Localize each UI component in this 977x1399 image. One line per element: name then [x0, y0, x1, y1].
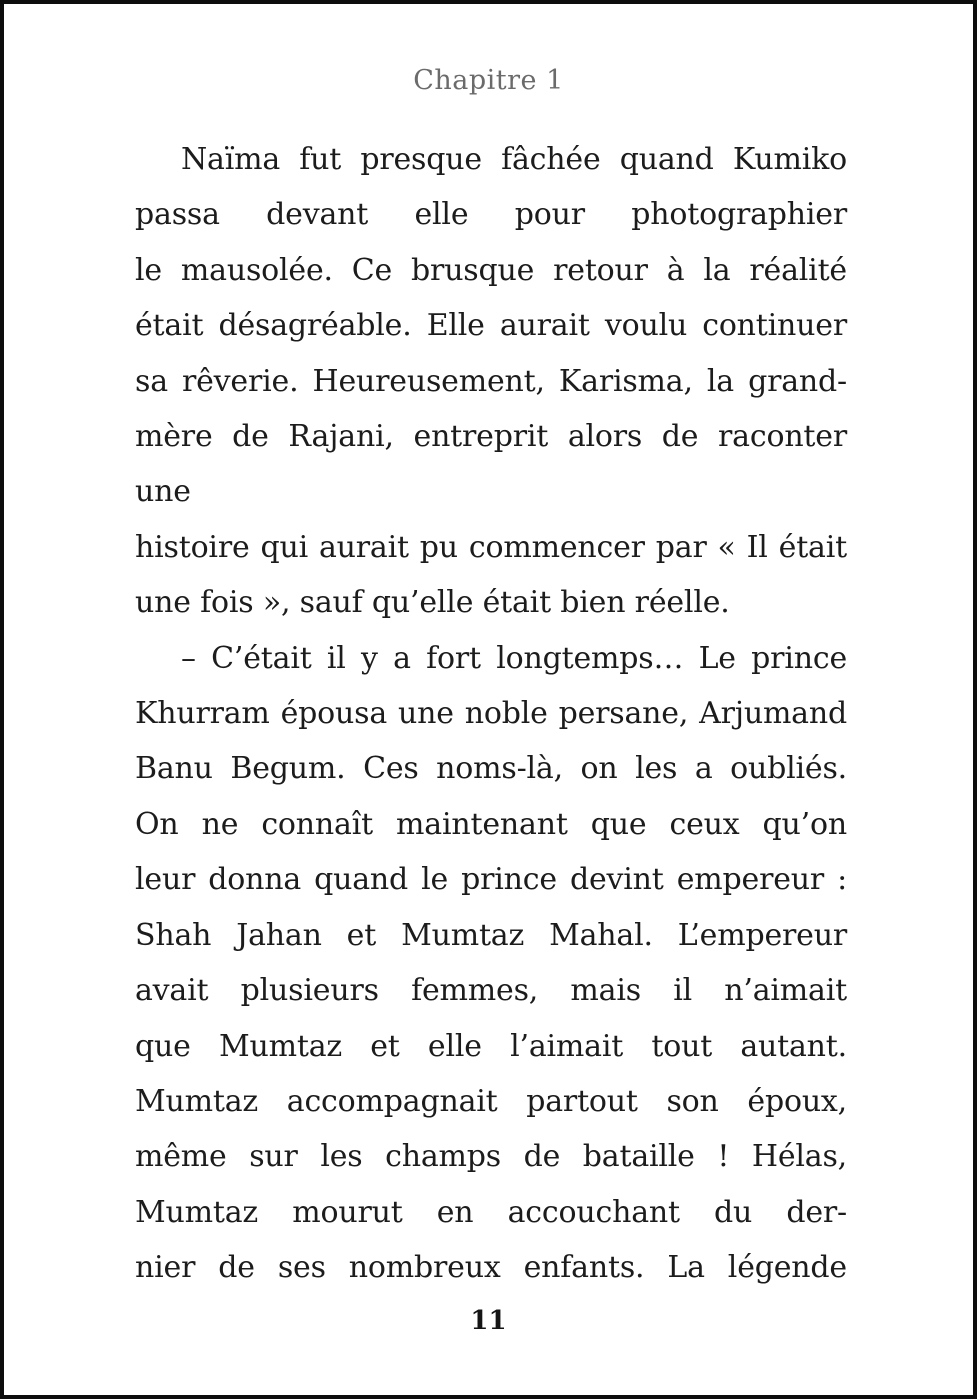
body-line: sa rêverie. Heureusement, Karisma, la grand- [135, 363, 847, 399]
body-line: était désagréable. Elle aurait voulu continuer [135, 308, 847, 344]
body-line: histoire qui aurait pu commencer par « Il était [135, 529, 847, 565]
body-line: – C’était il y a fort longtemps… Le prince [181, 640, 847, 676]
body-line: même sur les champs de bataille ! Hélas, [135, 1139, 847, 1175]
body-line: Mumtaz mourut en accouchant du der- [135, 1194, 847, 1230]
page-number: 11 [470, 1306, 507, 1336]
body-line: Shah Jahan et Mumtaz Mahal. L’empereur [135, 917, 847, 953]
body-text [135, 132, 847, 1296]
body-line: avait plusieurs femmes, mais il n’aimait [135, 973, 847, 1009]
body-line: Khurram épousa une noble persane, Arjumand [135, 696, 847, 732]
body-line: Banu Begum. Ces noms-là, on les a oubliés. [135, 751, 847, 787]
body-line: On ne connaît maintenant que ceux qu’on [135, 806, 847, 842]
body-line: une fois », sauf qu’elle était bien réelle. [135, 585, 730, 621]
body-line: Mumtaz accompagnait partout son époux, [135, 1083, 847, 1119]
body-line: mère de Rajani, entreprit alors de raconter une [135, 419, 847, 510]
body-line: leur donna quand le prince devint empereur : [135, 862, 847, 898]
chapter-heading: Chapitre 1 [413, 65, 564, 96]
body-line: nier de ses nombreux enfants. La légende [135, 1250, 847, 1286]
body-line: passa devant elle pour photographier [135, 197, 847, 233]
body-line: Naïma fut presque fâchée quand Kumiko [181, 142, 847, 177]
body-line: que Mumtaz et elle l’aimait tout autant. [135, 1028, 847, 1064]
body-line: le mausolée. Ce brusque retour à la réalité [135, 252, 847, 288]
